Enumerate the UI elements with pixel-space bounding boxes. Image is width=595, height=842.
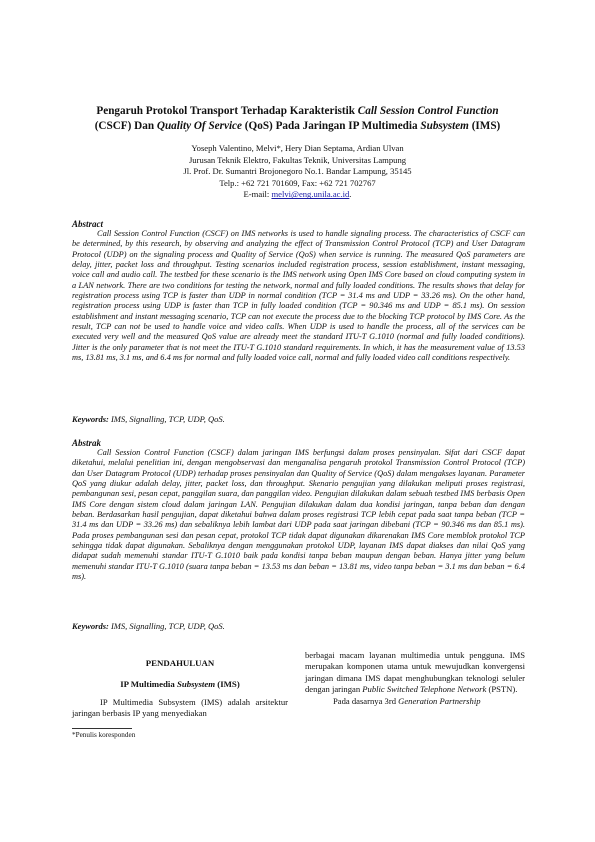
- body-paragraph: IP Multimedia Subsystem (IMS) adalah arsitektur jaringan berbasis IP yang menyediakan: [72, 696, 288, 719]
- paragraph-text: (PSTN).: [486, 684, 518, 695]
- keywords-text: IMS, Signalling, TCP, UDP, QoS.: [108, 621, 225, 631]
- body-paragraph: [305, 650, 525, 696]
- email-suffix: .: [349, 189, 352, 200]
- footnote: *Penulis koresponden: [72, 731, 136, 739]
- author-email-line: [110, 189, 485, 201]
- keywords-label: Keywords:: [72, 414, 109, 424]
- email-label: E-mail:: [243, 189, 272, 200]
- paragraph-italic: Public Switched Telephone Network: [362, 684, 487, 695]
- title-text: (IMS): [468, 120, 501, 132]
- author-address: Jl. Prof. Dr. Sumantri Brojonegoro No.1. Bandar Lampung, 35145: [183, 166, 412, 177]
- right-column: [305, 650, 525, 707]
- section-heading: PENDAHULUAN: [145, 658, 215, 668]
- left-column: [72, 650, 288, 720]
- abstract-english: Call Session Control Function (CSCF) on IMS networks is used to handle signaling process. The characteristics of CSCF can be determined, by this research, by observing and analyzing the effect of Transmission Control Protocol (TCP) and User Datagram Protocol (UDP) on the signaling process and Quality of Service (QoS) when service is running. The measured QoS parameters are delay, jitter, packet loss and throughput. Testing scenarios included registration process, session establishment, instant messaging, voice call and audio call. The testbed for these scenario is the IMS network using Open IMS Core based on cloud computing system in a LAN network. There are two conditions for testing the network, normal and fully loaded conditions. The results shows that delay for registration process using TCP is faster than UDP in normal condition (TCP = 31.4 ms and UDP = 33.26 ms). On the other hand, registration process using UDP is faster than TCP in fully loaded condition (TCP = 90.346 ms and UDP = 85.1 ms). On session establishment and instant messaging scenario, TCP can not execute the process due to the blocking TCP protocol by IMS Core. As the result, TCP can not be used to handle voice and video calls. When UDP is used to handle the process, all of the services can be executed very well and the measured QoS value are already meet the standard ITU-T G.1010 (normal and fully loaded conditions). Jitter is the only parameter that is not meet the ITU-T G.1010 standard requirements. In which, it has the measurement value of 13.53 ms, 13.81 ms, 3.1 ms, and 6.4 ms for normal and fully loaded voice call, normal and fully loaded video call conditions respectively.: [72, 229, 525, 363]
- paper-title: [70, 104, 525, 134]
- subsection-heading: [72, 679, 288, 690]
- abstract-indonesian: Call Session Control Function (CSCF) dalam jaringan IMS berfungsi dalam proses pensinyalan. Sifat dari CSCF dapat diketahui, melalui penelitian ini, dengan mengobservasi dan menganalisa pengaruh protokol Transmission Control Protocol (TCP) dan User Datagram Protocol (UDP) terhadap proses pensinyalan dan Quality of Service (QoS) dalam mengakses layanan. Parameter QoS yang diukur adalah delay, jitter, packet loss, dan throughput. Skenario pengujian yang dilakukan meliputi proses registrasi, pembangunan sesi, pesan cepat, panggilan suara, dan panggilan video. Pengujian dilakukan dalam sebuah testbed IMS berbasis Open IMS Core dengan sistem cloud dalam jaringan LAN. Pengujian dilakukan dalam dua kondisi jaringan, tanpa beban dan dengan beban. Berdasarkan hasil pengujian, dapat diketahui bahwa dalam proses registrasi TCP lebih cepat pada saat tanpa beban (TCP = 31.4 ms dan UDP = 33.26 ms) dan sebaliknya lebih lambat dari UDP pada saat jaringan dibebani (TCP = 90.346 ms dan 85.1 ms). Pada proses pembangunan sesi dan pesan cepat, protokol TCP tidak dapat digunakan dikarenakan IMS Core memblok protokol TCP sehingga tidak dapat digunakan. Sebaliknya dengan menggunakan protokol UDP, layanan IMS dapat diakses dan nilai QoS yang didapat sudah memenuhi standar ITU-T G.1010 baik pada kondisi tanpa beban maupun dengan beban. Hanya jitter yang belum memenuhi standar ITU-T G.1010 (suara tanpa beban = 13.53 ms dan beban = 13.81 ms, video tanpa beban = 3.1 ms dan beban = 6.4 ms).: [72, 448, 525, 582]
- abstract-heading: Abstract: [72, 219, 104, 229]
- subsection-text: IP Multimedia: [120, 679, 177, 690]
- title-italic: Call Session Control Function: [357, 105, 499, 117]
- title-text: Pengaruh Protokol Transport Terhadap Karakteristik: [96, 105, 358, 117]
- author-phone: Telp.: +62 721 701609, Fax: +62 721 702767: [219, 177, 376, 188]
- title-text: (CSCF) Dan: [94, 120, 157, 132]
- author-block: [110, 143, 485, 201]
- subsection-text: (IMS): [215, 679, 240, 690]
- email-link[interactable]: melvi@eng.unila.ac.id: [271, 189, 350, 200]
- author-department: Jurusan Teknik Elektro, Fakultas Teknik, Universitas Lampung: [188, 154, 407, 165]
- author-names: Yoseph Valentino, Melvi*, Hery Dian Septama, Ardian Ulvan: [191, 143, 404, 153]
- footnote-divider: [72, 728, 132, 729]
- title-italic: Subsystem: [420, 120, 469, 132]
- title-text: (QoS) Pada Jaringan IP Multimedia: [242, 120, 421, 132]
- title-line1: [96, 105, 498, 117]
- title-italic: Quality Of Service: [156, 120, 242, 132]
- paragraph-text: berbagai macam layanan multimedia untuk pengguna. IMS merupakan komponen utama untuk mewujudkan konvergensi jaringan dimana IMS dapat menghubungkan teknologi seluler dengan jaringan: [305, 650, 525, 695]
- paragraph-text: Pada dasarnya 3rd: [333, 695, 399, 706]
- keywords-english: [72, 414, 225, 424]
- keywords-indonesian: [72, 621, 225, 631]
- subsection-italic: Subsystem: [176, 679, 216, 690]
- title-line2: [95, 120, 501, 132]
- body-paragraph: [305, 696, 525, 707]
- keywords-text: IMS, Signalling, TCP, UDP, QoS.: [108, 414, 225, 424]
- keywords-label: Keywords:: [72, 621, 109, 631]
- abstrak-heading: Abstrak: [72, 438, 102, 448]
- paragraph-italic: Generation Partnership: [398, 695, 481, 706]
